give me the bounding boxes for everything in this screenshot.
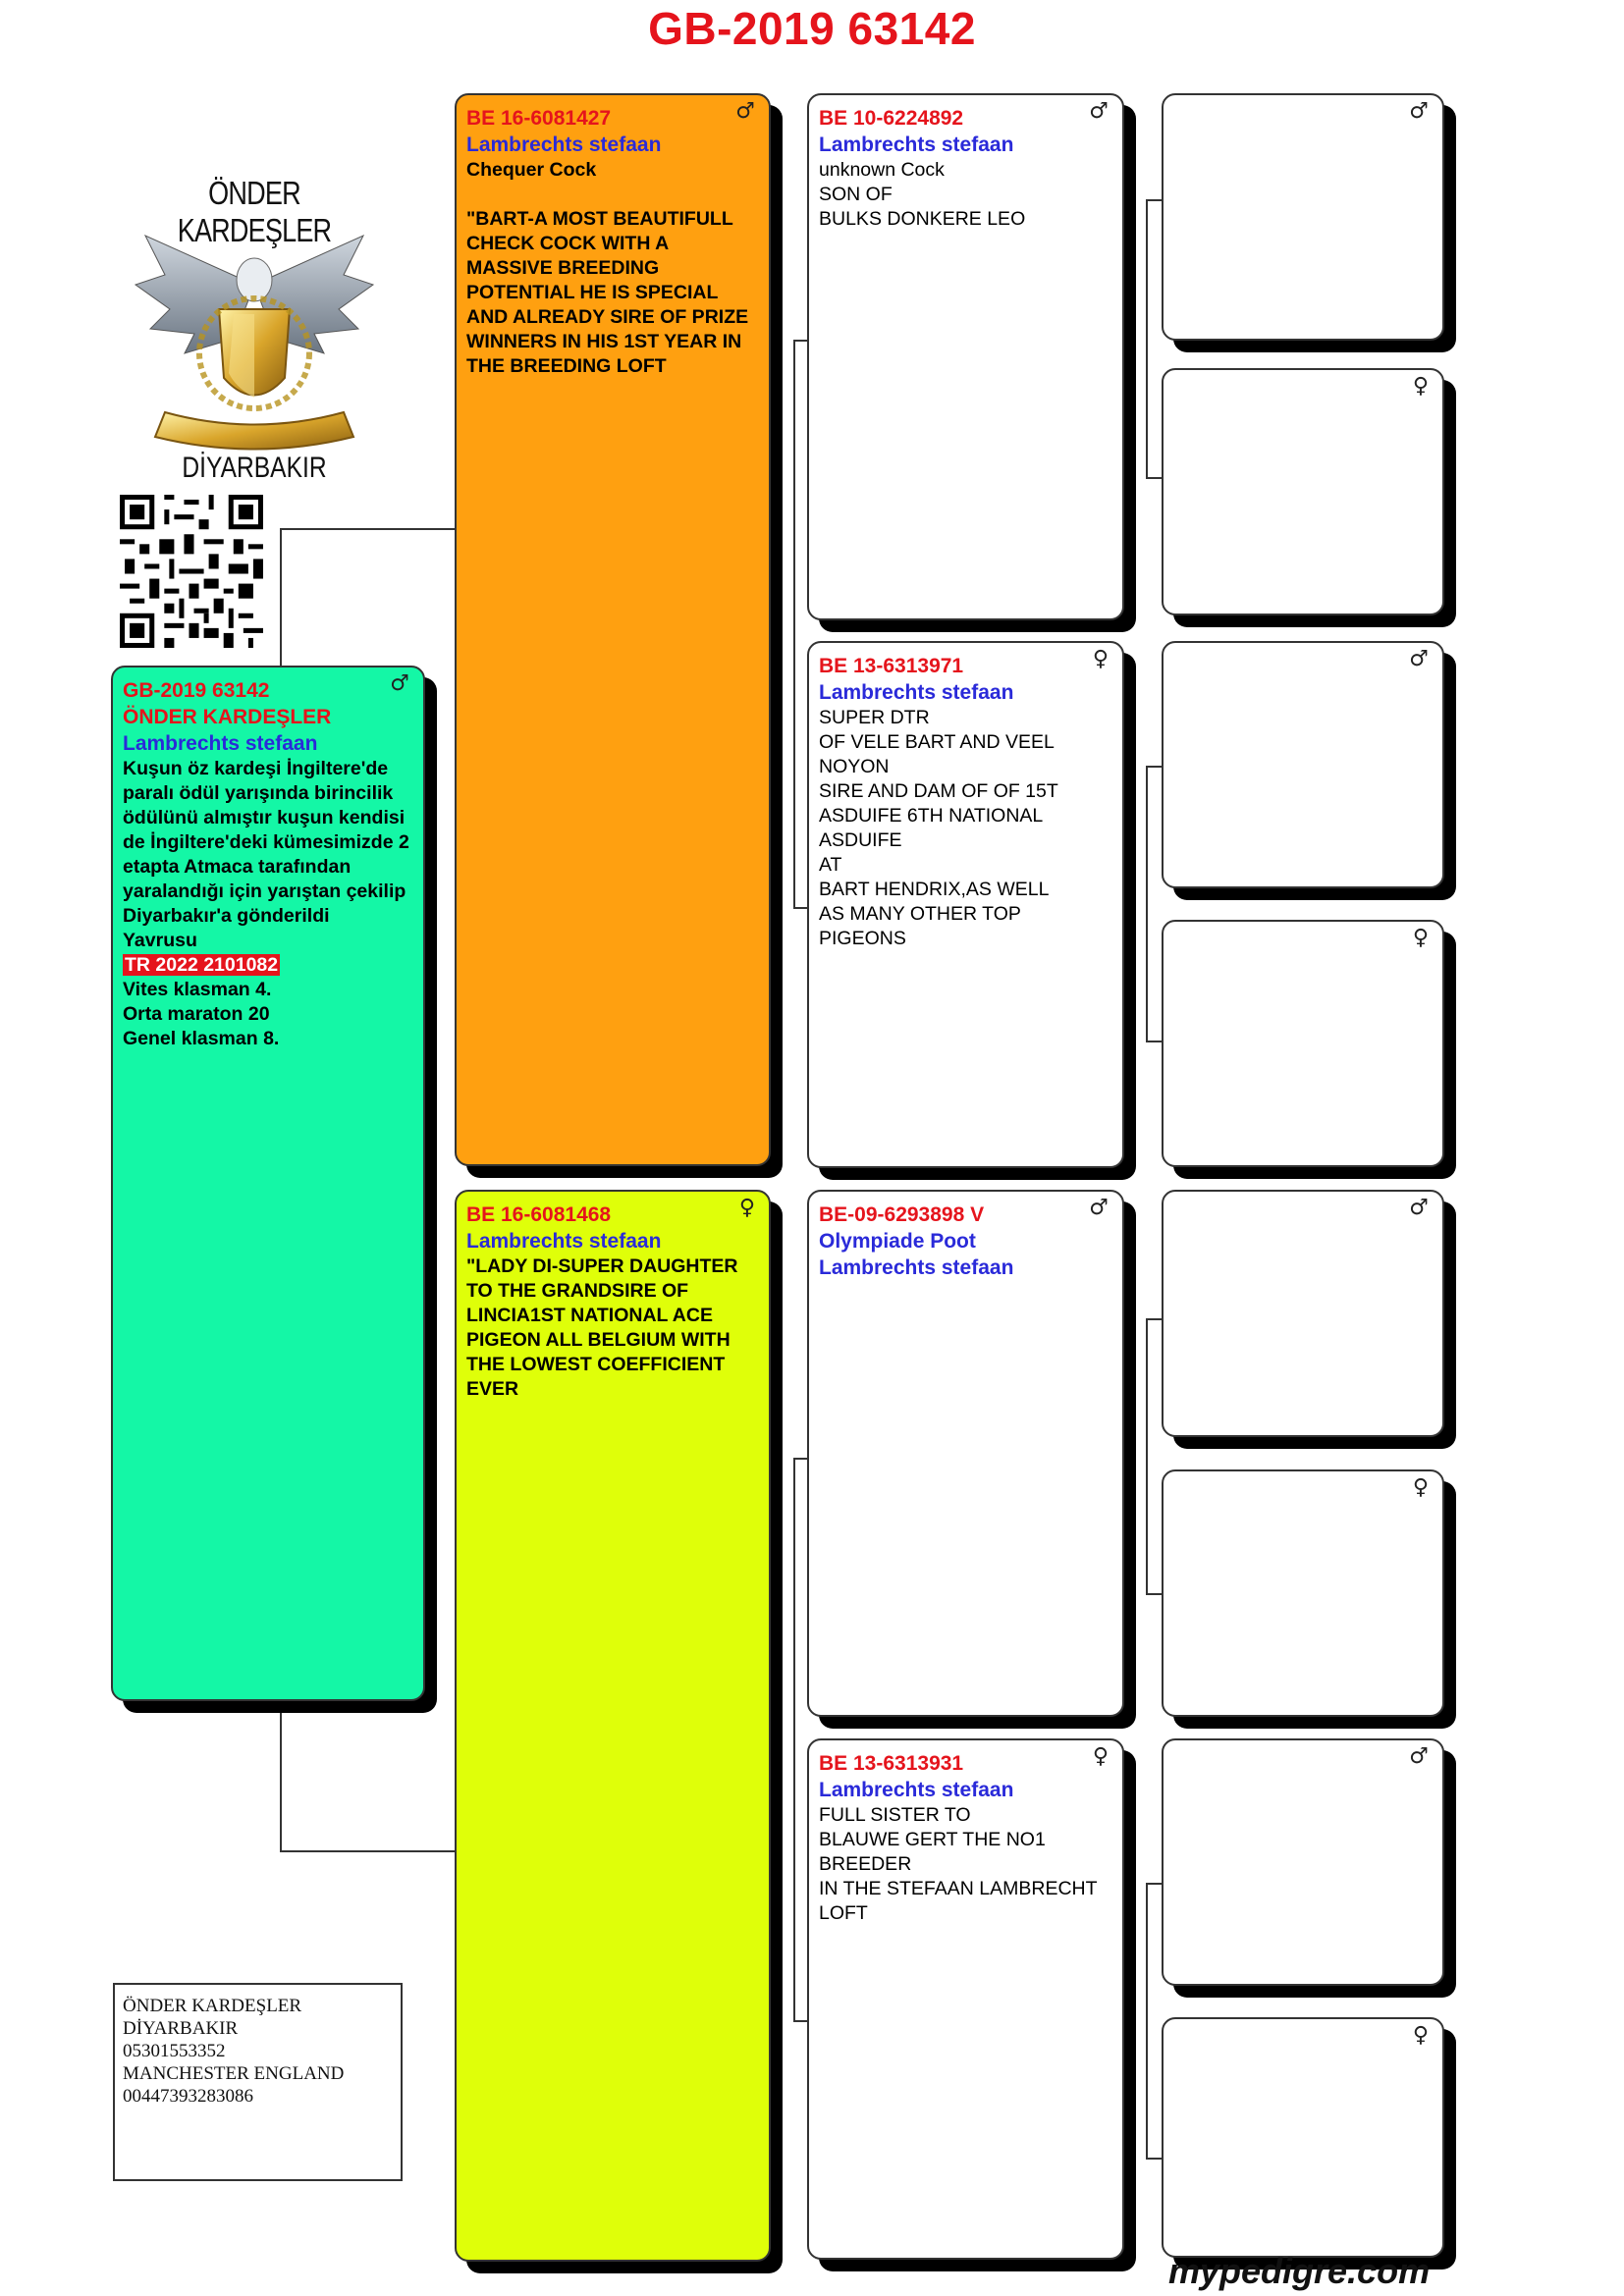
female-icon: ♀ [1092, 647, 1109, 671]
connector [793, 1458, 795, 2022]
gp3-owner: Olympiade Poot [819, 1230, 976, 1253]
connector [280, 1700, 282, 1852]
grandsire-paternal-card[interactable] [807, 93, 1124, 620]
contact-box [113, 1983, 403, 2181]
subject-owner: Lambrechts stefaan [123, 732, 318, 755]
dam-card[interactable] [455, 1190, 771, 2262]
gp3-ring: BE-09-6293898 V [819, 1203, 985, 1226]
female-icon: ♀ [1412, 374, 1429, 399]
sire-owner: Lambrechts stefaan [466, 133, 662, 156]
connector [793, 340, 795, 909]
connector [280, 528, 455, 530]
gp1-description: unknown Cock SON OF BULKS DONKERE LEO [819, 159, 1026, 230]
female-icon: ♀ [1412, 926, 1429, 950]
connector [1146, 199, 1162, 201]
great-grandparent-card[interactable] [1162, 93, 1444, 341]
male-icon: ♂ [1409, 647, 1429, 671]
pedigree-title: GB-2019 63142 [648, 3, 976, 54]
connector [1146, 1883, 1162, 1885]
eagle-emblem-icon [126, 216, 383, 461]
sire-description: Chequer Cock "BART-A MOST BEAUTIFULL CHECK COCK WITH A MASSIVE BREEDING POTENTIAL HE IS SPECIAL AND ALREADY SIRE OF PRIZE WINNERS IN HIS 1ST YEAR IN THE BREEDING LOFT [466, 159, 749, 377]
female-icon: ♀ [1412, 1475, 1429, 1500]
connector [793, 1458, 807, 1460]
connector [1146, 1318, 1162, 1320]
grandsire-maternal-card[interactable] [807, 1190, 1124, 1717]
gp3-owner-secondary: Lambrechts stefaan [819, 1256, 1014, 1279]
connector [793, 340, 807, 342]
connector [1146, 1318, 1148, 1595]
great-grandparent-card[interactable] [1162, 2017, 1444, 2258]
great-grandparent-card[interactable] [1162, 920, 1444, 1167]
connector [1146, 477, 1162, 479]
subject-name: ÖNDER KARDEŞLER [123, 706, 332, 728]
male-icon: ♂ [390, 671, 409, 696]
subject-card[interactable] [111, 666, 425, 1701]
connector [1146, 1593, 1162, 1595]
gp1-owner: Lambrechts stefaan [819, 133, 1014, 156]
connector [1146, 2158, 1162, 2160]
female-icon: ♀ [738, 1196, 755, 1220]
female-icon: ♀ [1412, 2023, 1429, 2048]
male-icon: ♂ [735, 99, 755, 124]
gp4-ring: BE 13-6313931 [819, 1752, 964, 1775]
gp1-ring: BE 10-6224892 [819, 107, 964, 130]
connector [1146, 766, 1148, 1042]
logo-bottom-text: DİYARBAKIR [182, 452, 327, 484]
sire-ring: BE 16-6081427 [466, 107, 612, 130]
gp2-description: SUPER DTR OF VELE BART AND VEEL NOYON SIRE AND DAM OF OF 15T ASDUIFE 6TH NATIONAL ASDUIFE AT BART HENDRIX,AS WELL AS MANY OTHER TOP PIGEONS [819, 707, 1058, 949]
great-grandparent-card[interactable] [1162, 641, 1444, 888]
connector [793, 907, 807, 909]
sire-card[interactable] [455, 93, 771, 1166]
granddam-maternal-card[interactable] [807, 1738, 1124, 2260]
contact-phone: 05301553352 [123, 2041, 226, 2061]
gp4-description: FULL SISTER TO BLAUWE GERT THE NO1 BREEDER IN THE STEFAAN LAMBRECHT LOFT [819, 1804, 1098, 1924]
connector [1146, 766, 1162, 768]
connector [280, 1850, 455, 1852]
connector [793, 2020, 807, 2022]
female-icon: ♀ [1092, 1744, 1109, 1769]
connector [1146, 1041, 1162, 1042]
great-grandparent-card[interactable] [1162, 1190, 1444, 1437]
gp4-owner: Lambrechts stefaan [819, 1779, 1014, 1801]
connector [1146, 199, 1148, 479]
connector [280, 528, 282, 666]
great-grandparent-card[interactable] [1162, 368, 1444, 615]
logo-top-text: ÖNDER KARDEŞLER [177, 175, 332, 248]
contact-line: MANCHESTER ENGLAND [123, 2063, 345, 2084]
connector [1146, 1883, 1148, 2160]
offspring-ring: TR 2022 2101082 [125, 954, 279, 976]
granddam-paternal-card[interactable] [807, 641, 1124, 1168]
subject-description: Kuşun öz kardeşi İngiltere'de paralı ödül yarışında birincilik ödülünü almıştır kuşun kendisi de İngiltere'deki kümesimizde 2 etapta Atmaca tarafından yaralandığı için yarıştan çekilip Diyarbakır'a gönderildi Yavrusu [123, 758, 409, 951]
contact-phone: 00447393283086 [123, 2086, 253, 2107]
gp2-owner: Lambrechts stefaan [819, 681, 1014, 704]
male-icon: ♂ [1089, 1196, 1109, 1220]
brand-watermark[interactable]: mypedigre.com [1168, 2251, 1431, 2291]
male-icon: ♂ [1409, 1196, 1429, 1220]
great-grandparent-card[interactable] [1162, 1469, 1444, 1717]
male-icon: ♂ [1409, 1744, 1429, 1769]
subject-ring: GB-2019 63142 [123, 679, 270, 702]
dam-owner: Lambrechts stefaan [466, 1230, 662, 1253]
club-logo [126, 175, 383, 489]
qr-code[interactable] [120, 495, 263, 648]
dam-ring: BE 16-6081468 [466, 1203, 612, 1226]
great-grandparent-card[interactable] [1162, 1738, 1444, 1986]
dam-description: "LADY DI-SUPER DAUGHTER TO THE GRANDSIRE OF LINCIA1ST NATIONAL ACE PIGEON ALL BELGIUM WITH THE LOWEST COEFFICIENT EVER [466, 1255, 738, 1400]
subject-results: Vites klasman 4. Orta maraton 20 Genel klasman 8. [123, 979, 280, 1049]
contact-line: DİYARBAKIR [123, 2018, 239, 2039]
male-icon: ♂ [1089, 99, 1109, 124]
contact-line: ÖNDER KARDEŞLER [123, 1996, 302, 2016]
gp2-ring: BE 13-6313971 [819, 655, 964, 677]
male-icon: ♂ [1409, 99, 1429, 124]
